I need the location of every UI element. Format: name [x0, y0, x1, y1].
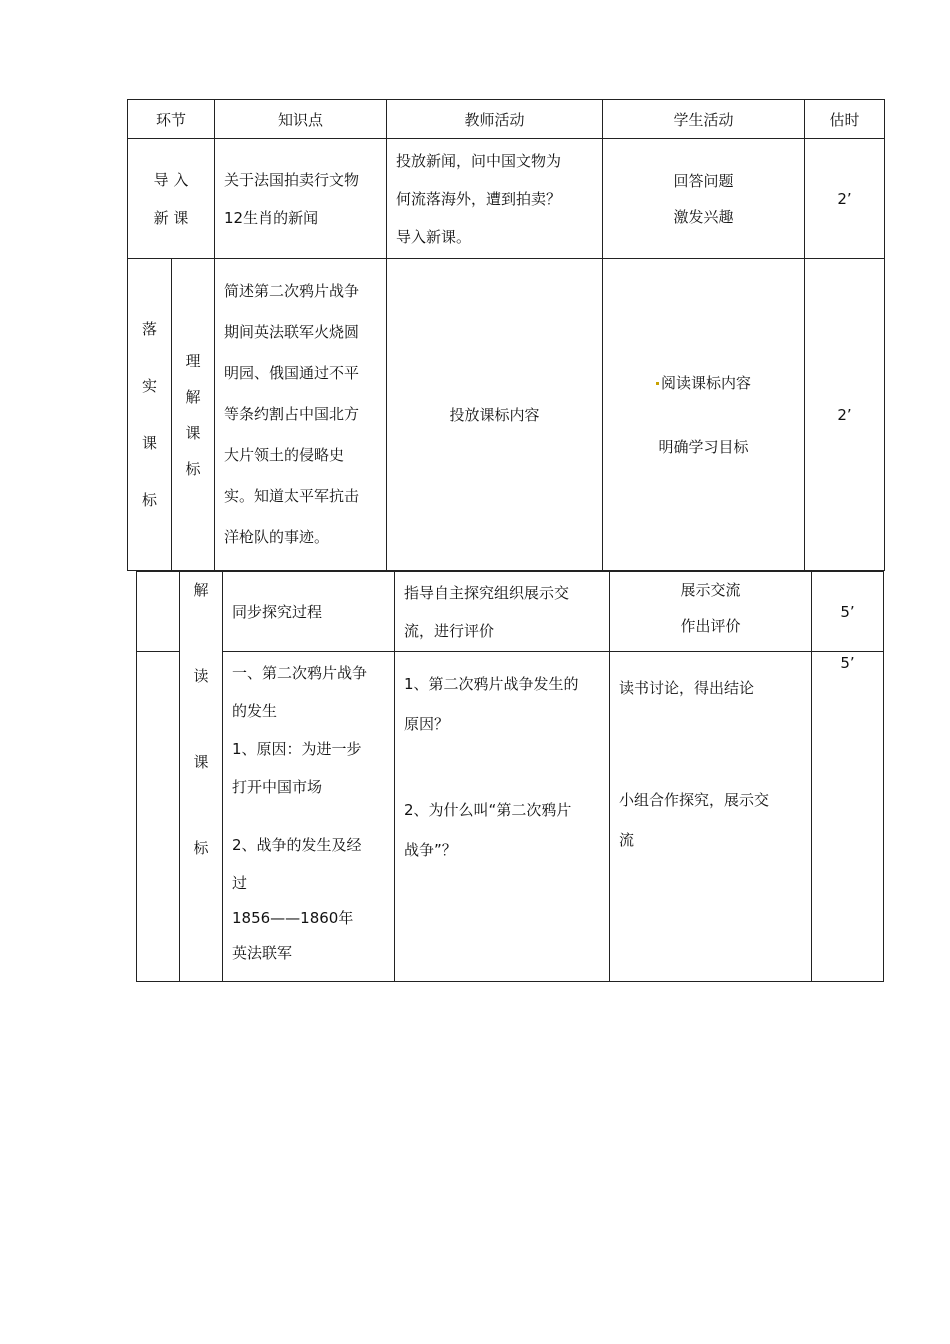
student-process: 展示交流 作出评价: [610, 572, 812, 652]
knowledge-war-outbreak: 一、第二次鸦片战争 的发生 1、原因：为进一步 打开中国市场 2、战争的发生及经 过 1856——1860年 英法联军: [223, 652, 395, 982]
table-row: [128, 259, 885, 571]
header-row: [128, 100, 885, 139]
student-intro: 回答问题 激发兴趣: [603, 139, 805, 259]
student-standards: 阅读课标内容 明确学习目标: [603, 259, 805, 571]
table-row: [137, 652, 884, 982]
lesson-plan-table-lower: [136, 571, 884, 982]
teacher-questions: 1、第二次鸦片战争发生的 原因？ 2、为什么叫“第二次鸦片 战争”？: [395, 652, 610, 982]
time-discussion: 5’: [812, 652, 884, 982]
header-stage: 环节: [128, 100, 215, 139]
teacher-intro: 投放新闻，问中国文物为 何流落海外，遭到拍卖？ 导入新课。: [387, 139, 603, 259]
header-time: 估时: [805, 100, 885, 139]
table-row: [137, 572, 884, 652]
marker-dot-icon: [656, 382, 659, 385]
stage-empty: [137, 652, 180, 982]
header-student: 学生活动: [603, 100, 805, 139]
time-intro: 2’: [805, 139, 885, 259]
knowledge-process: 同步探究过程: [223, 572, 395, 652]
teacher-standards: 投放课标内容: [387, 259, 603, 571]
header-teacher: 教师活动: [387, 100, 603, 139]
student-discussion: 读书讨论，得出结论 小组合作探究，展示交 流: [610, 652, 812, 982]
knowledge-intro: 关于法国拍卖行文物 12生肖的新闻: [215, 139, 387, 259]
stage-implement: 落 实 课 标: [128, 259, 172, 571]
header-knowledge: 知识点: [215, 100, 387, 139]
stage-empty: [137, 572, 180, 652]
table-row: [128, 139, 885, 259]
time-standards: 2’: [805, 259, 885, 571]
teacher-process: 指导自主探究组织展示交 流，进行评价: [395, 572, 610, 652]
substage-understand: 理 解 课 标: [172, 259, 215, 571]
time-process: 5’: [812, 572, 884, 652]
substage-interpret: 解 读 课 标: [180, 572, 223, 982]
knowledge-standards: 简述第二次鸦片战争 期间英法联军火烧圆 明园、俄国通过不平 等条约割占中国北方 大片领土的侵略史 实。知道太平军抗击 洋枪队的事迹。: [215, 259, 387, 571]
lesson-plan-table-upper: [127, 99, 885, 571]
stage-intro: 导 入 新 课: [128, 139, 215, 259]
